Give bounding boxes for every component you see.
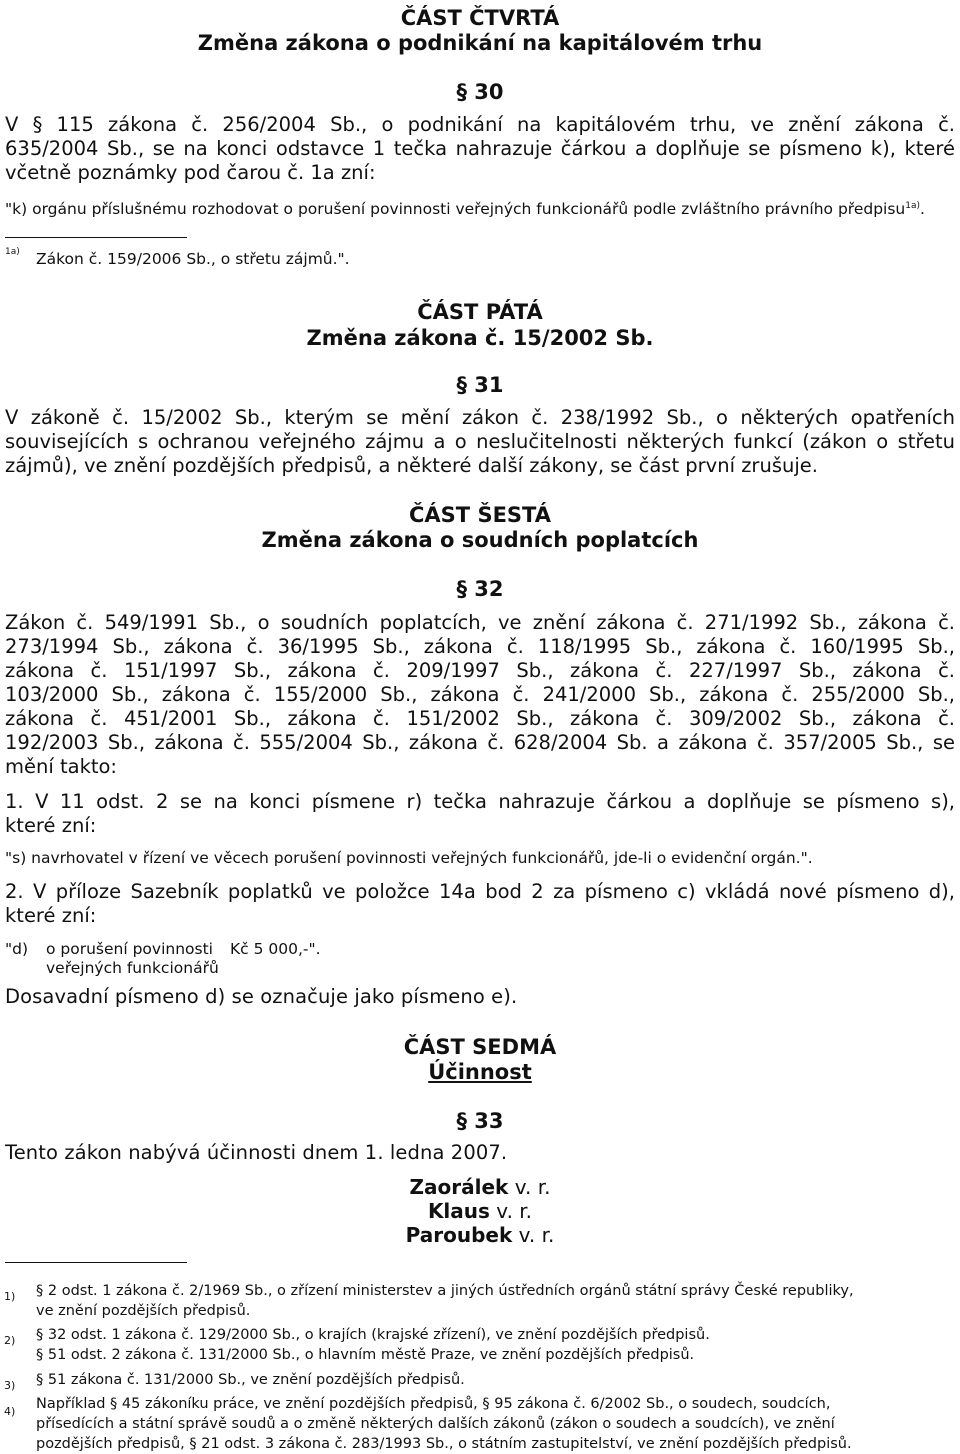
quote-d-line2: veřejných funkcionářů	[46, 959, 219, 977]
note-mark: 1a)	[5, 247, 20, 257]
part5-subtitle: Změna zákona č. 15/2002 Sb.	[306, 326, 654, 350]
paragraph-line: 192/2003 Sb., zákona č. 555/2004 Sb., zákona č. 628/2004 Sb. a zákona č. 357/2005 Sb., se	[5, 731, 955, 754]
part4-section: § 30	[456, 80, 504, 104]
paragraph-line: 635/2004 Sb., se na konci odstavce 1 tečka nahrazuje čárkou a doplňuje se písmeno k), které	[5, 137, 955, 160]
footnote-4-mark: 4)	[4, 1405, 16, 1418]
footnote-2	[36, 1325, 710, 1365]
quote-k	[5, 200, 925, 218]
paragraph-line: které zní:	[5, 904, 97, 927]
quote-d-line1: o porušení povinnosti	[46, 940, 213, 958]
signature-suffix: v. r.	[489, 1199, 533, 1223]
paragraph-line: 2. V příloze Sazebník poplatků ve položce 14a bod 2 za písmeno c) vkládá nové písmeno d),	[5, 880, 955, 903]
footnote-line: pozdějších předpisů, § 21 odst. 3 zákona č. 283/1993 Sb., o státním zastupitelství, ve znění pozdějších předpisů.	[36, 1436, 852, 1452]
paragraph-line: které zní:	[5, 814, 97, 837]
item-2	[5, 880, 955, 928]
note-text: Zákon č. 159/2006 Sb., o střetu zájmů.".	[36, 250, 350, 268]
paragraph-line: zájmů), ve znění pozdějších předpisů, a některé další zákony, se část první zrušuje.	[5, 454, 818, 477]
paragraph-line: zákona č. 451/2001 Sb., zákona č. 151/2002 Sb., zákona č. 309/2002 Sb., zákona č.	[5, 707, 955, 730]
quote-d-label: "d)	[5, 940, 29, 958]
footnote-2-mark: 2)	[4, 1334, 16, 1347]
quote-d-amount: Kč 5 000,-".	[230, 940, 321, 958]
part7-title: ČÁST SEDMÁ	[403, 1035, 557, 1059]
part5-paragraph	[5, 406, 955, 478]
part4-paragraph	[5, 113, 955, 185]
paragraph-line: souvisejících s ochranou veřejného zájmu a o neslučitelnosti některých funkcí (zákon o střetu	[5, 430, 955, 453]
signature-suffix: v. r.	[508, 1175, 551, 1199]
paragraph-line: 273/1994 Sb., zákona č. 36/1995 Sb., zákona č. 118/1995 Sb., zákona č. 160/1995 Sb.,	[5, 635, 955, 658]
part6-title: ČÁST ŠESTÁ	[409, 503, 551, 527]
footnote-3-mark: 3)	[4, 1379, 16, 1392]
footnote-3	[36, 1370, 465, 1390]
footnote-line: § 51 zákona č. 131/2000 Sb., ve znění pozdějších předpisů.	[36, 1372, 465, 1388]
signature-1	[0, 1175, 960, 1199]
footnote-4	[36, 1394, 852, 1454]
part6-subtitle: Změna zákona o soudních poplatcích	[261, 528, 699, 552]
quote-k-text: "k) orgánu příslušnému rozhodovat o porušení povinnosti veřejných funkcionářů podle zvláštního právního předpisu	[5, 200, 906, 218]
signature-name: Klaus	[427, 1199, 490, 1223]
paragraph-line: 1. V 11 odst. 2 se na konci písmene r) tečka nahrazuje čárkou a doplňuje se písmeno s),	[5, 790, 955, 813]
paragraph-line: V zákoně č. 15/2002 Sb., kterým se mění zákon č. 238/1992 Sb., o některých opatřeních	[5, 406, 955, 429]
footnote-line: § 2 odst. 1 zákona č. 2/1969 Sb., o zřízení ministerstev a jiných ústředních orgánů státní správy České republiky,	[36, 1283, 854, 1299]
footnote-line: přísedících a státní správě soudů a o změně některých dalších zákonů (zákon o soudech a soudcích), ve znění	[36, 1416, 835, 1432]
footnotes-rule	[5, 1262, 187, 1263]
part4-title: ČÁST ČTVRTÁ	[400, 6, 560, 30]
footnote-line: ve znění pozdějších předpisů.	[36, 1303, 251, 1319]
footnote-rule	[5, 237, 187, 238]
paragraph-line: zákona č. 151/1997 Sb., zákona č. 209/1997 Sb., zákona č. 227/1997 Sb., zákona č.	[5, 659, 955, 682]
part5-section: § 31	[456, 373, 504, 397]
part6-section: § 32	[456, 577, 504, 601]
footnote-line: § 32 odst. 1 zákona č. 129/2000 Sb., o krajích (krajské zřízení), ve znění pozdějších předpisů.	[36, 1327, 710, 1343]
signature-3	[0, 1223, 960, 1247]
part6-paragraph	[5, 611, 955, 779]
footnote-line: Například § 45 zákoníku práce, ve znění pozdějších předpisů, § 95 zákona č. 6/2002 Sb., o soudech, soudcích,	[36, 1396, 831, 1412]
signature-name: Paroubek	[405, 1223, 513, 1247]
part4-subtitle: Změna zákona o podnikání na kapitálovém trhu	[197, 31, 763, 55]
footnote-line: § 51 odst. 2 zákona č. 131/2000 Sb., o hlavním městě Praze, ve znění pozdějších předpisů.	[36, 1347, 695, 1363]
part5-title: ČÁST PÁTÁ	[417, 300, 543, 324]
part7-subtitle: Účinnost	[428, 1060, 532, 1084]
quote-k-end: .	[920, 200, 925, 218]
after-note: Dosavadní písmeno d) se označuje jako písmeno e).	[5, 985, 518, 1008]
signature-suffix: v. r.	[512, 1223, 555, 1247]
item-1	[5, 790, 955, 838]
footnote-1-mark: 1)	[4, 1290, 16, 1303]
signature-name: Zaorálek	[409, 1175, 509, 1199]
footnote-1	[36, 1281, 854, 1321]
paragraph-line: Zákon č. 549/1991 Sb., o soudních poplatcích, ve znění zákona č. 271/1992 Sb., zákona č.	[5, 611, 955, 634]
paragraph-line: V § 115 zákona č. 256/2004 Sb., o podnikání na kapitálovém trhu, ve znění zákona č.	[5, 113, 955, 136]
signature-2	[0, 1199, 960, 1223]
part7-section: § 33	[456, 1109, 504, 1133]
paragraph-line: 103/2000 Sb., zákona č. 155/2000 Sb., zákona č. 241/2000 Sb., zákona č. 255/2000 Sb.,	[5, 683, 955, 706]
quote-s: "s) navrhovatel v řízení ve věcech porušení povinnosti veřejných funkcionářů, jde-li o evidenční orgán.".	[5, 849, 813, 867]
part7-paragraph: Tento zákon nabývá účinnosti dnem 1. ledna 2007.	[5, 1141, 508, 1164]
paragraph-line: včetně poznámky pod čarou č. 1a zní:	[5, 161, 376, 184]
paragraph-line: mění takto:	[5, 755, 118, 778]
quote-k-sup: 1a)	[905, 200, 921, 211]
